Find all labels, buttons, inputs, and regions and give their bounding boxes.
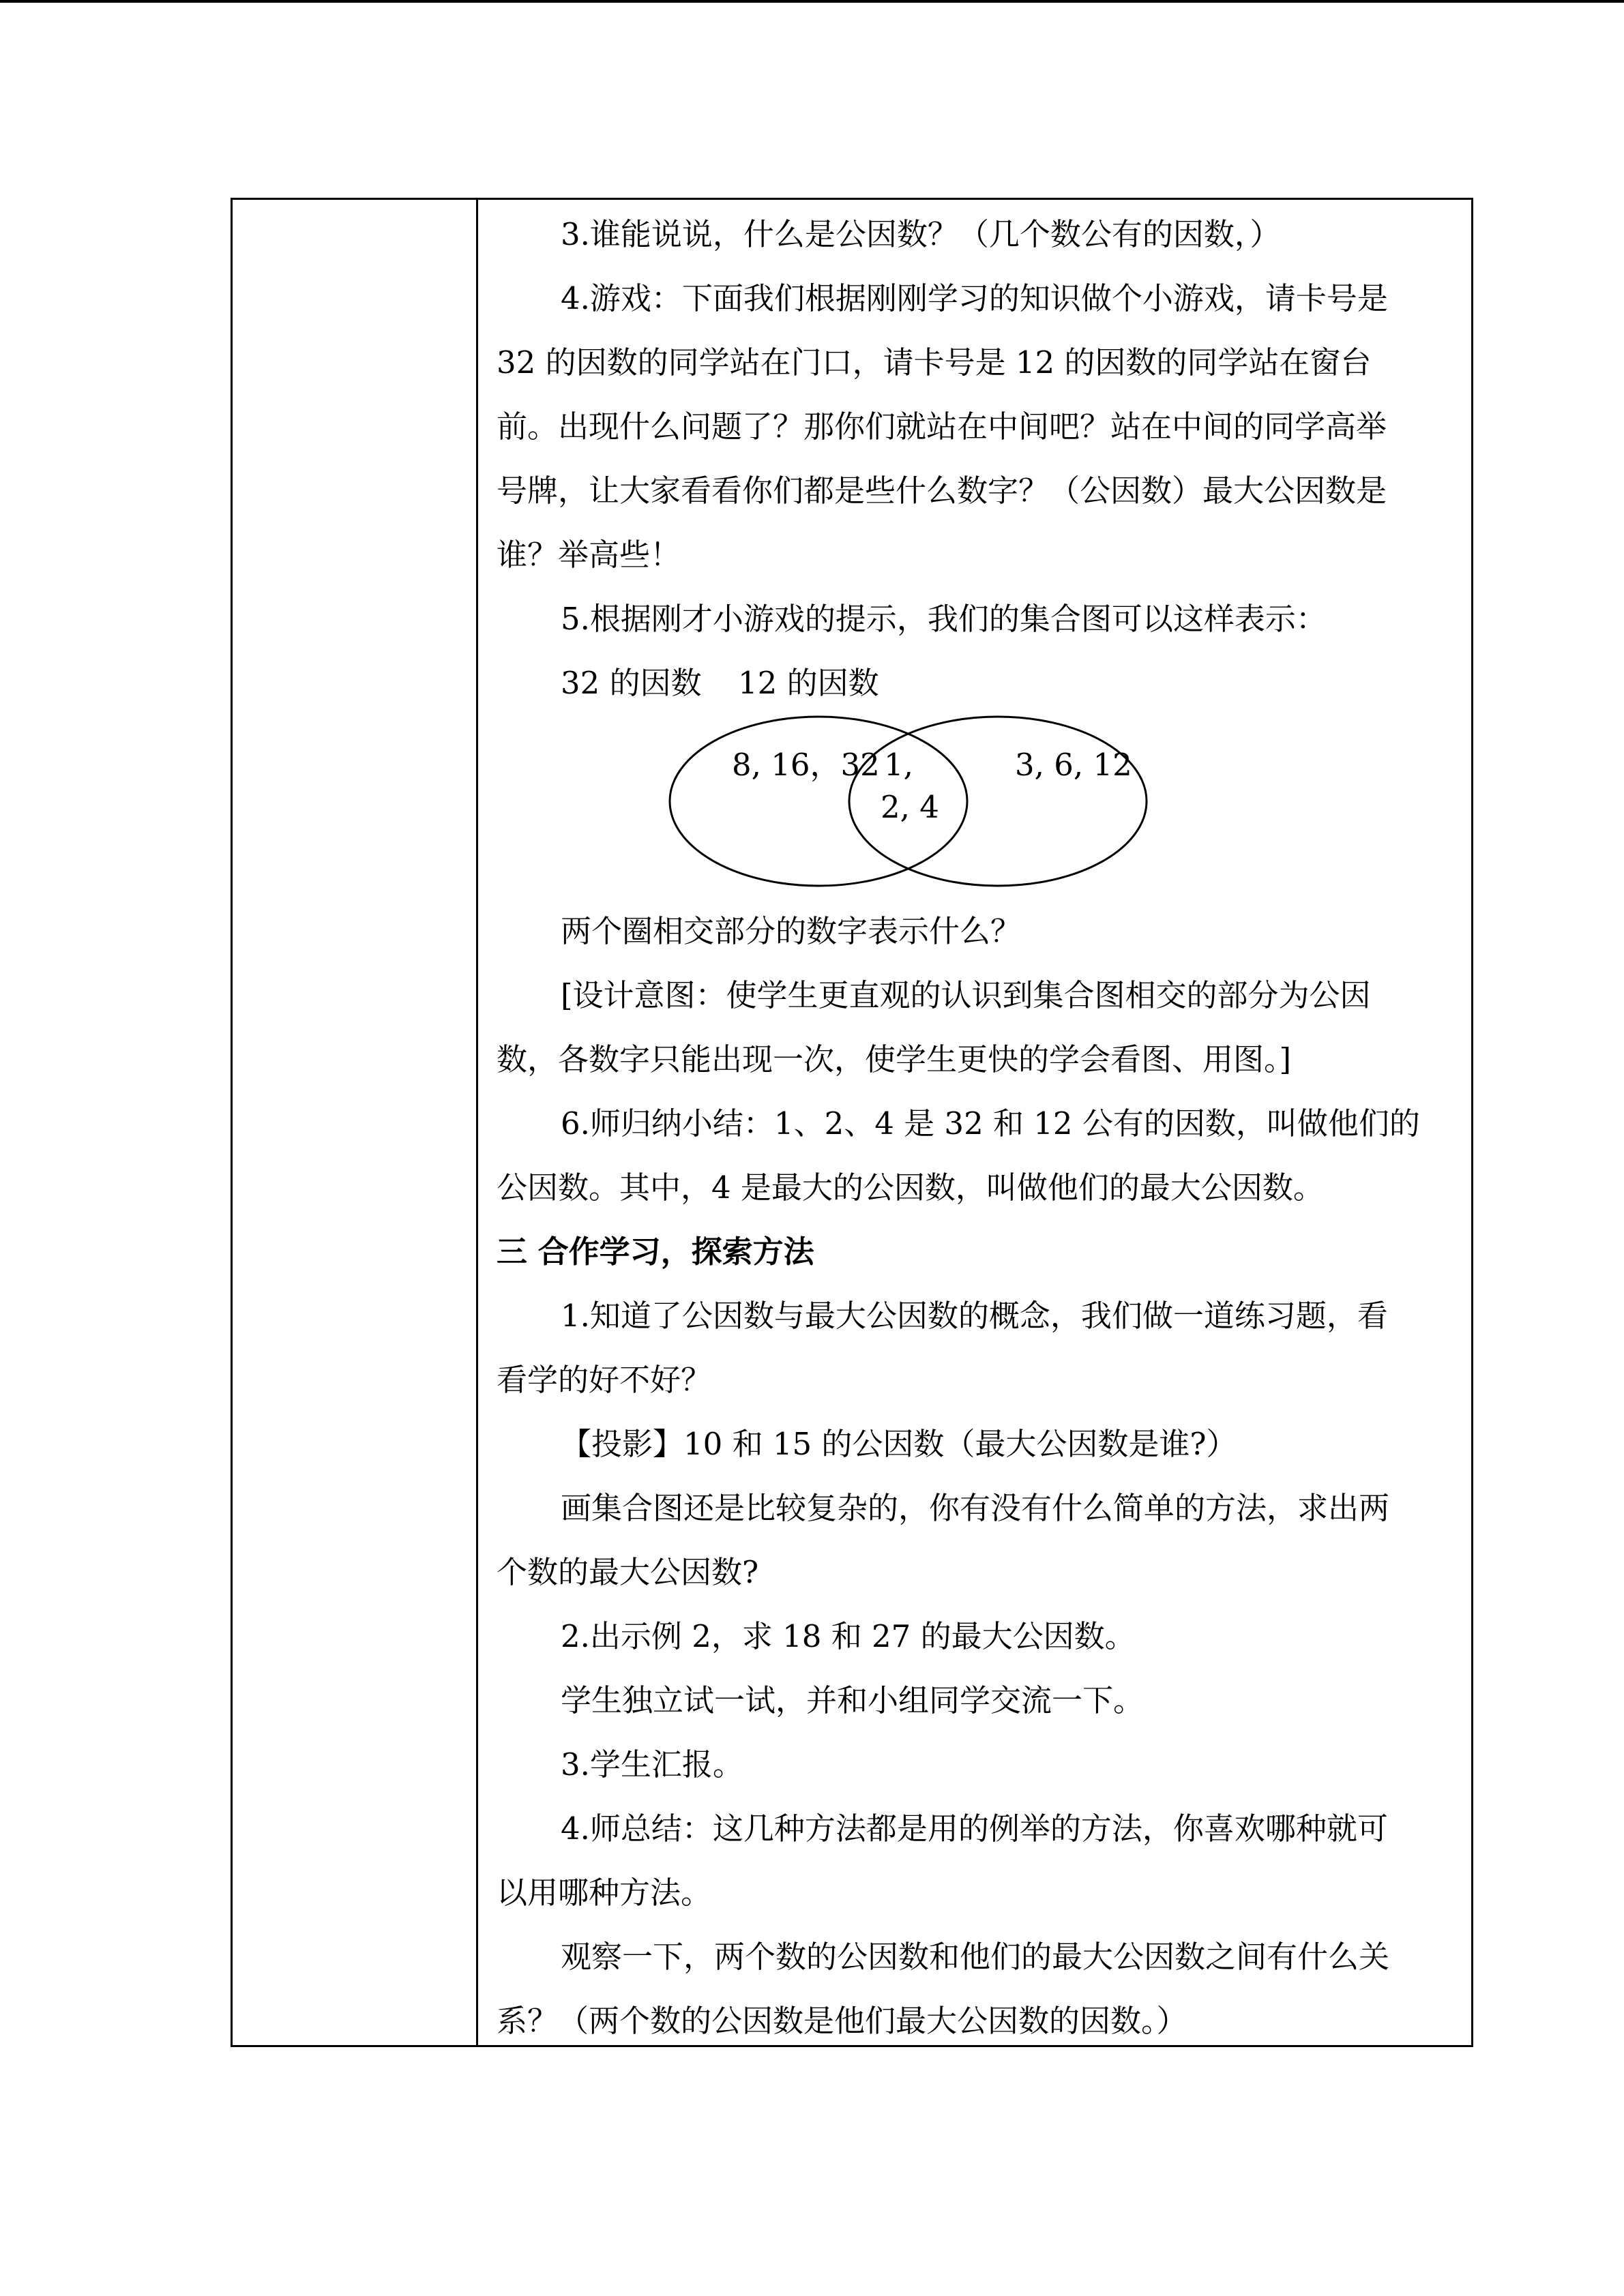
paragraph-line: 2.出示例 2，求 18 和 27 的最大公因数。 [561,1618,1136,1654]
paragraph-line: 以用哪种方法。 [497,1875,712,1911]
venn-label-right: 12 的因数 [738,665,879,701]
venn-label-left: 32 的因数 [561,665,702,701]
paragraph-line: 号牌，让大家看看你们都是些什么数字？（公因数）最大公因数是 [497,473,1387,509]
paragraph-line: 6.师归纳小结：1、2、4 是 32 和 12 公有的因数，叫做他们的 [561,1105,1420,1142]
paragraph-line: 画集合图还是比较复杂的，你有没有什么简单的方法，求出两 [561,1490,1390,1526]
paragraph-line: 【投影】10 和 15 的公因数（最大公因数是谁?） [561,1426,1237,1462]
venn-svg [497,715,1624,899]
section-heading: 三 合作学习，探索方法 [497,1234,814,1270]
lesson-table [231,198,1473,2047]
table-left-column [233,200,478,2045]
paragraph-line: [设计意图：使学生更直观的认识到集合图相交的部分为公因 [561,977,1371,1013]
venn-diagram [497,715,1624,899]
paragraph-line: 4.游戏：下面我们根据刚刚学习的知识做个小游戏，请卡号是 [561,280,1388,316]
venn-left-only-values: 8, 16，32 [732,747,880,783]
venn-right-only-values: 3, 6, 12 [1015,747,1132,783]
paragraph-line: 3.谁能说说，什么是公因数？（几个数公有的因数，） [561,216,1281,252]
paragraph-line: 观察一下，两个数的公因数和他们的最大公因数之间有什么关 [561,1939,1390,1975]
paragraph-line: 谁？举高些！ [497,537,681,573]
paragraph-line: 公因数。其中，4 是最大的公因数，叫做他们的最大公因数。 [497,1169,1324,1206]
paragraph-line: 数，各数字只能出现一次，使学生更快的学会看图、用图。] [497,1041,1292,1077]
venn-common-values-line1: 1, [884,747,913,783]
venn-labels [497,651,1455,715]
paragraph-line: 1.知道了公因数与最大公因数的概念，我们做一道练习题，看 [561,1298,1388,1334]
paragraph-line: 个数的最大公因数? [497,1554,759,1590]
paragraph-line: 看学的好不好？ [497,1362,712,1398]
paragraph-line: 前。出现什么问题了？那你们就站在中间吧？站在中间的同学高举 [497,408,1387,445]
table-right-column [480,200,1471,2045]
paragraph-line: 5.根据刚才小游戏的提示，我们的集合图可以这样表示： [561,601,1327,637]
paragraph-line: 系？（两个数的公因数是他们最大公因数的因数。） [497,2003,1187,2039]
paragraph-line: 学生独立试一试，并和小组同学交流一下。 [561,1682,1145,1718]
top-rule [0,0,1624,3]
paragraph-line: 4.师总结：这几种方法都是用的例举的方法，你喜欢哪种就可 [561,1810,1388,1847]
paragraph-line: 32 的因数的同学站在门口，请卡号是 12 的因数的同学站在窗台 [497,344,1372,381]
paragraph-line: 3.学生汇报。 [561,1746,743,1783]
paragraph-line: 两个圈相交部分的数字表示什么？ [561,913,1022,949]
venn-common-values-line2: 2, 4 [881,789,939,825]
